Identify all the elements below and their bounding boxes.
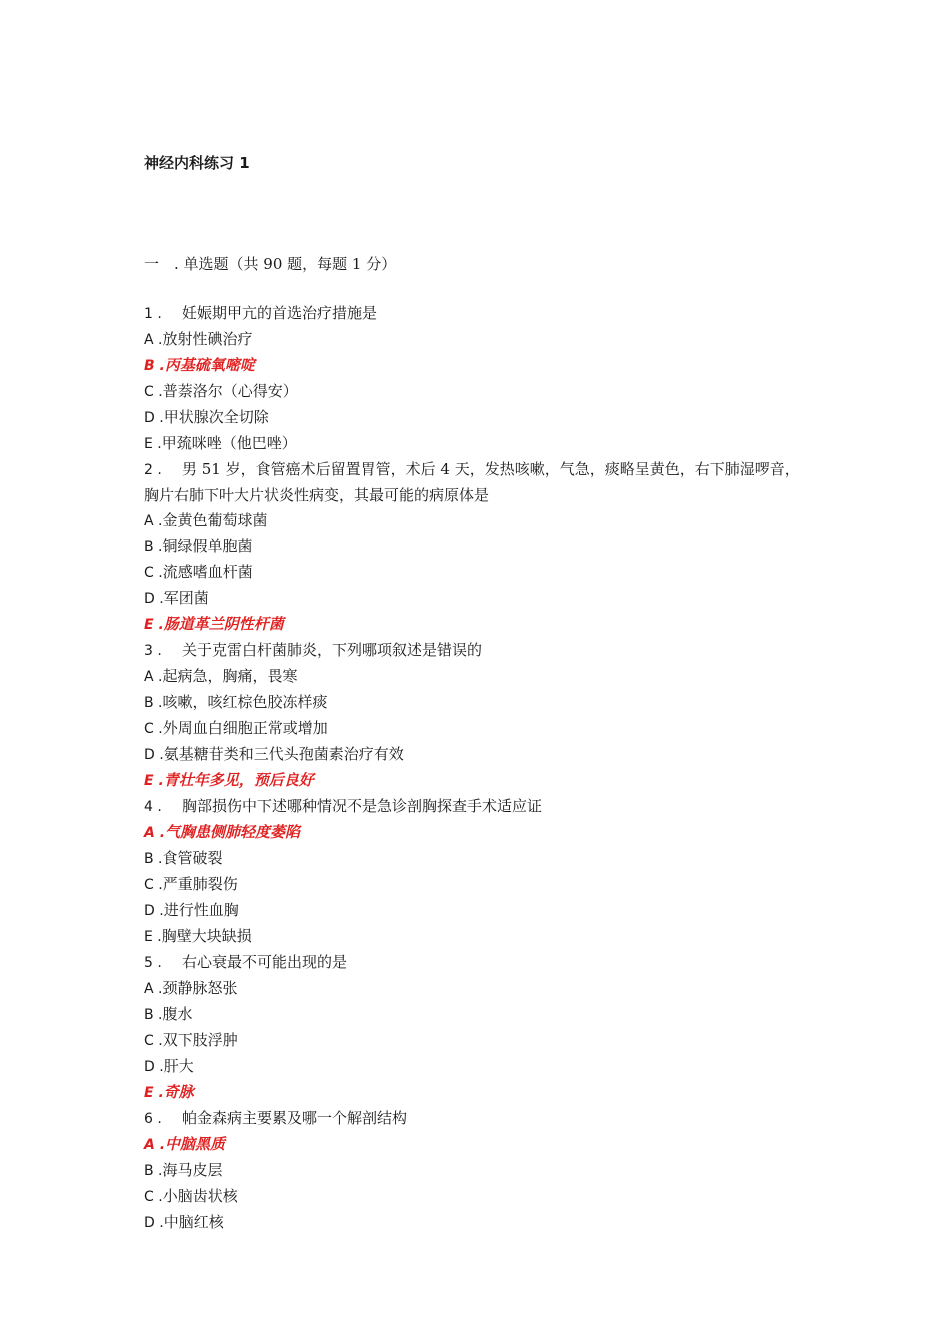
answer-option-correct <box>144 1132 809 1158</box>
option-letter: E . <box>144 773 164 789</box>
answer-option-correct <box>144 1080 809 1106</box>
question-item <box>144 794 809 950</box>
answer-option-correct <box>144 353 809 379</box>
question-text: 胸部损伤中下述哪种情况不是急诊剖胸探查手术适应证 <box>182 797 543 815</box>
answer-option <box>144 431 809 457</box>
question-text: 关于克雷白杆菌肺炎，下列哪项叙述是错误的 <box>182 641 483 659</box>
option-text: 青壮年多见，预后良好 <box>163 771 314 789</box>
answer-option <box>144 508 809 534</box>
option-text: 小脑齿状核 <box>162 1187 238 1205</box>
option-letter: B . <box>144 539 163 555</box>
question-item <box>144 301 809 457</box>
option-text: 金黄色葡萄球菌 <box>162 511 268 529</box>
option-letter: A . <box>144 1137 166 1153</box>
option-text: 双下肢浮肿 <box>162 1031 238 1049</box>
answer-option-correct <box>144 820 809 846</box>
section-heading <box>144 254 396 274</box>
answer-option <box>144 716 809 742</box>
question-number: 2 . <box>144 462 162 478</box>
question-text: 帕金森病主要累及哪一个解剖结构 <box>182 1109 408 1127</box>
answer-option <box>144 846 809 872</box>
option-text: 咳嗽，咳红棕色胶冻样痰 <box>162 693 328 711</box>
option-text: 海马皮层 <box>162 1161 223 1179</box>
answer-option <box>144 924 809 950</box>
option-text: 奇脉 <box>163 1083 194 1101</box>
option-text: 严重肺裂伤 <box>162 875 238 893</box>
answer-option <box>144 327 809 353</box>
option-letter: B . <box>144 1007 163 1023</box>
option-letter: E . <box>144 436 162 452</box>
answer-option <box>144 742 809 768</box>
option-text: 铜绿假单胞菌 <box>162 537 253 555</box>
option-letter: C . <box>144 384 163 400</box>
option-letter: A . <box>144 669 163 685</box>
answer-option <box>144 1002 809 1028</box>
question-stem <box>144 638 809 664</box>
option-text: 气胸患侧肺轻度萎陷 <box>165 823 301 841</box>
option-text: 胸壁大块缺损 <box>161 927 252 945</box>
option-letter: B . <box>144 1163 163 1179</box>
answer-option <box>144 1210 809 1236</box>
option-letter: A . <box>144 981 163 997</box>
option-letter: E . <box>144 1085 164 1101</box>
question-number: 4 . <box>144 799 162 815</box>
question-text: 男 51 岁，食管癌术后留置胃管，术后 4 天，发热咳嗽，气急，痰略呈黄色，右下肺湿啰音，胸片右肺下叶大片状炎性病变，其最可能的病原体是 <box>144 460 800 504</box>
option-letter: A . <box>144 825 166 841</box>
option-letter: D . <box>144 747 164 763</box>
answer-option <box>144 872 809 898</box>
answer-option-correct <box>144 768 809 794</box>
answer-option <box>144 586 809 612</box>
section-number: 一 <box>144 255 160 273</box>
answer-option-correct <box>144 612 809 638</box>
option-text: 甲状腺次全切除 <box>163 408 269 426</box>
question-stem <box>144 950 809 976</box>
option-letter: C . <box>144 877 163 893</box>
question-number: 1 . <box>144 306 162 322</box>
option-text: 肝大 <box>163 1057 194 1075</box>
question-stem <box>144 794 809 820</box>
answer-option <box>144 664 809 690</box>
option-text: 甲巯咪唑（他巴唑） <box>161 434 297 452</box>
question-item <box>144 1106 809 1236</box>
option-text: 中脑黑质 <box>165 1135 226 1153</box>
question-number: 6 . <box>144 1111 162 1127</box>
answer-option <box>144 976 809 1002</box>
option-text: 放射性碘治疗 <box>162 330 253 348</box>
option-text: 丙基硫氧嘧啶 <box>164 356 255 374</box>
option-letter: A . <box>144 513 163 529</box>
document-title: 神经内科练习 1 <box>144 154 250 172</box>
option-text: 流感嗜血杆菌 <box>162 563 253 581</box>
answer-option <box>144 690 809 716</box>
option-text: 中脑红核 <box>163 1213 224 1231</box>
option-letter: D . <box>144 410 164 426</box>
option-letter: B . <box>144 695 163 711</box>
question-item <box>144 638 809 794</box>
answer-option <box>144 405 809 431</box>
answer-option <box>144 1054 809 1080</box>
option-letter: A . <box>144 332 163 348</box>
answer-option <box>144 1184 809 1210</box>
option-text: 外周血白细胞正常或增加 <box>162 719 328 737</box>
option-letter: C . <box>144 721 163 737</box>
option-letter: D . <box>144 1059 164 1075</box>
option-text: 肠道革兰阴性杆菌 <box>163 615 284 633</box>
option-text: 食管破裂 <box>162 849 223 867</box>
option-letter: C . <box>144 1033 163 1049</box>
option-letter: B . <box>144 851 163 867</box>
option-letter: E . <box>144 929 162 945</box>
question-number: 3 . <box>144 643 162 659</box>
question-stem <box>144 301 809 327</box>
question-item <box>144 457 809 638</box>
option-text: 军团菌 <box>163 589 209 607</box>
question-stem <box>144 457 809 508</box>
answer-option <box>144 379 809 405</box>
option-letter: D . <box>144 903 164 919</box>
option-text: 氨基糖苷类和三代头孢菌素治疗有效 <box>163 745 404 763</box>
answer-option <box>144 1028 809 1054</box>
option-letter: E . <box>144 617 164 633</box>
question-list <box>144 301 809 1236</box>
question-text: 妊娠期甲亢的首选治疗措施是 <box>182 304 378 322</box>
option-text: 颈静脉怒张 <box>162 979 238 997</box>
question-number: 5 . <box>144 955 162 971</box>
option-text: 腹水 <box>162 1005 193 1023</box>
question-item <box>144 950 809 1106</box>
question-stem <box>144 1106 809 1132</box>
option-text: 进行性血胸 <box>163 901 239 919</box>
question-text: 右心衰最不可能出现的是 <box>182 953 348 971</box>
answer-option <box>144 898 809 924</box>
option-text: 起病急，胸痛，畏寒 <box>162 667 298 685</box>
option-letter: C . <box>144 565 163 581</box>
option-letter: B . <box>144 358 165 374</box>
option-letter: D . <box>144 1215 164 1231</box>
answer-option <box>144 534 809 560</box>
section-heading-text: . 单选题（共 90 题，每题 1 分） <box>174 255 397 273</box>
option-letter: D . <box>144 591 164 607</box>
option-letter: C . <box>144 1189 163 1205</box>
answer-option <box>144 1158 809 1184</box>
option-text: 普萘洛尔（心得安） <box>162 382 298 400</box>
answer-option <box>144 560 809 586</box>
